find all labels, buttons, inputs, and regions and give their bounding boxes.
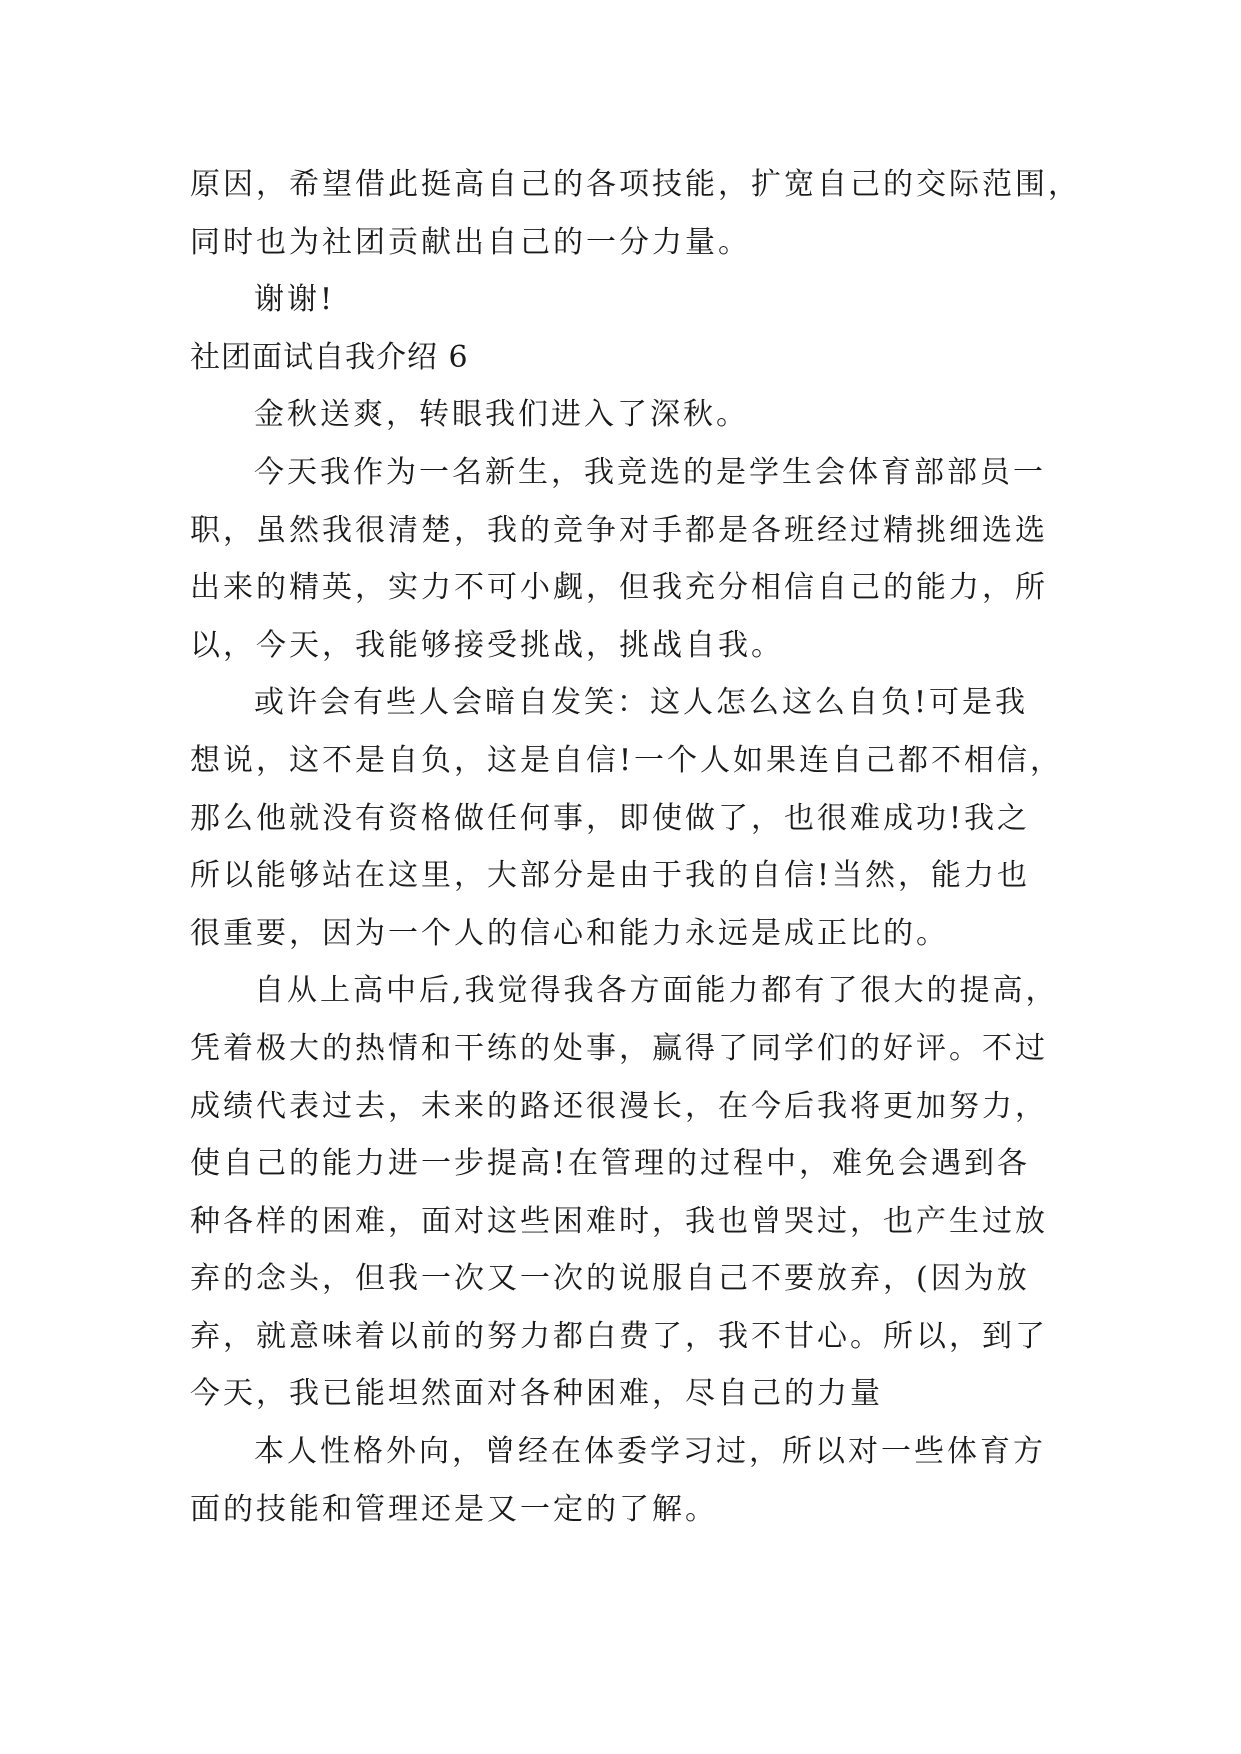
text-line: 谢谢!	[254, 282, 336, 318]
document-body	[190, 156, 1081, 1538]
text-line: 使自己的能力进一步提高!在管理的过程中，难免会遇到各	[190, 1146, 1031, 1182]
text-line: 金秋送爽，转眼我们进入了深秋。	[254, 397, 749, 433]
text-line: 或许会有些人会暗自发笑：这人怎么这么自负!可是我	[254, 685, 1029, 721]
section-heading: 社团面试自我介绍 6	[190, 339, 469, 375]
text-line: 职，虽然我很清楚，我的竞争对手都是各班经过精挑细选选	[190, 512, 1048, 548]
text-line: 原因，希望借此挺高自己的各项技能，扩宽自己的交际范围，	[190, 167, 1081, 202]
text-line: 那么他就没有资格做任何事，即使做了，也很难成功!我之	[190, 800, 1031, 836]
text-line: 以，今天，我能够接受挑战，挑战自我。	[190, 627, 784, 663]
text-line: 很重要，因为一个人的信心和能力永远是成正比的。	[190, 915, 949, 951]
text-line: 想说，这不是自负，这是自信!一个人如果连自己都不相信，	[190, 742, 1064, 778]
text-line: 同时也为社团贡献出自己的一分力量。	[190, 224, 751, 260]
text-line: 弃，就意味着以前的努力都白费了，我不甘心。所以，到了	[190, 1318, 1048, 1354]
text-line: 凭着极大的热情和干练的处事，赢得了同学们的好评。不过	[190, 1030, 1048, 1066]
text-line: 种各样的困难，面对这些困难时，我也曾哭过，也产生过放	[190, 1203, 1048, 1239]
text-line: 今天我作为一名新生，我竞选的是学生会体育部部员一	[254, 454, 1046, 490]
text-line: 所以能够站在这里，大部分是由于我的自信!当然，能力也	[190, 858, 1031, 894]
text-line: 出来的精英，实力不可小觑，但我充分相信自己的能力，所	[190, 570, 1048, 606]
text-line: 今天，我已能坦然面对各种困难，尽自己的力量	[190, 1376, 883, 1412]
text-line: 面的技能和管理还是又一定的了解。	[190, 1491, 718, 1527]
text-line: 成绩代表过去，未来的路还很漫长，在今后我将更加努力，	[190, 1088, 1048, 1124]
text-line: 自从上高中后,我觉得我各方面能力都有了很大的提高，	[254, 973, 1059, 1009]
text-line: 本人性格外向，曾经在体委学习过，所以对一些体育方	[254, 1434, 1046, 1470]
text-line: 弃的念头，但我一次又一次的说服自己不要放弃，(因为放	[190, 1261, 1030, 1297]
